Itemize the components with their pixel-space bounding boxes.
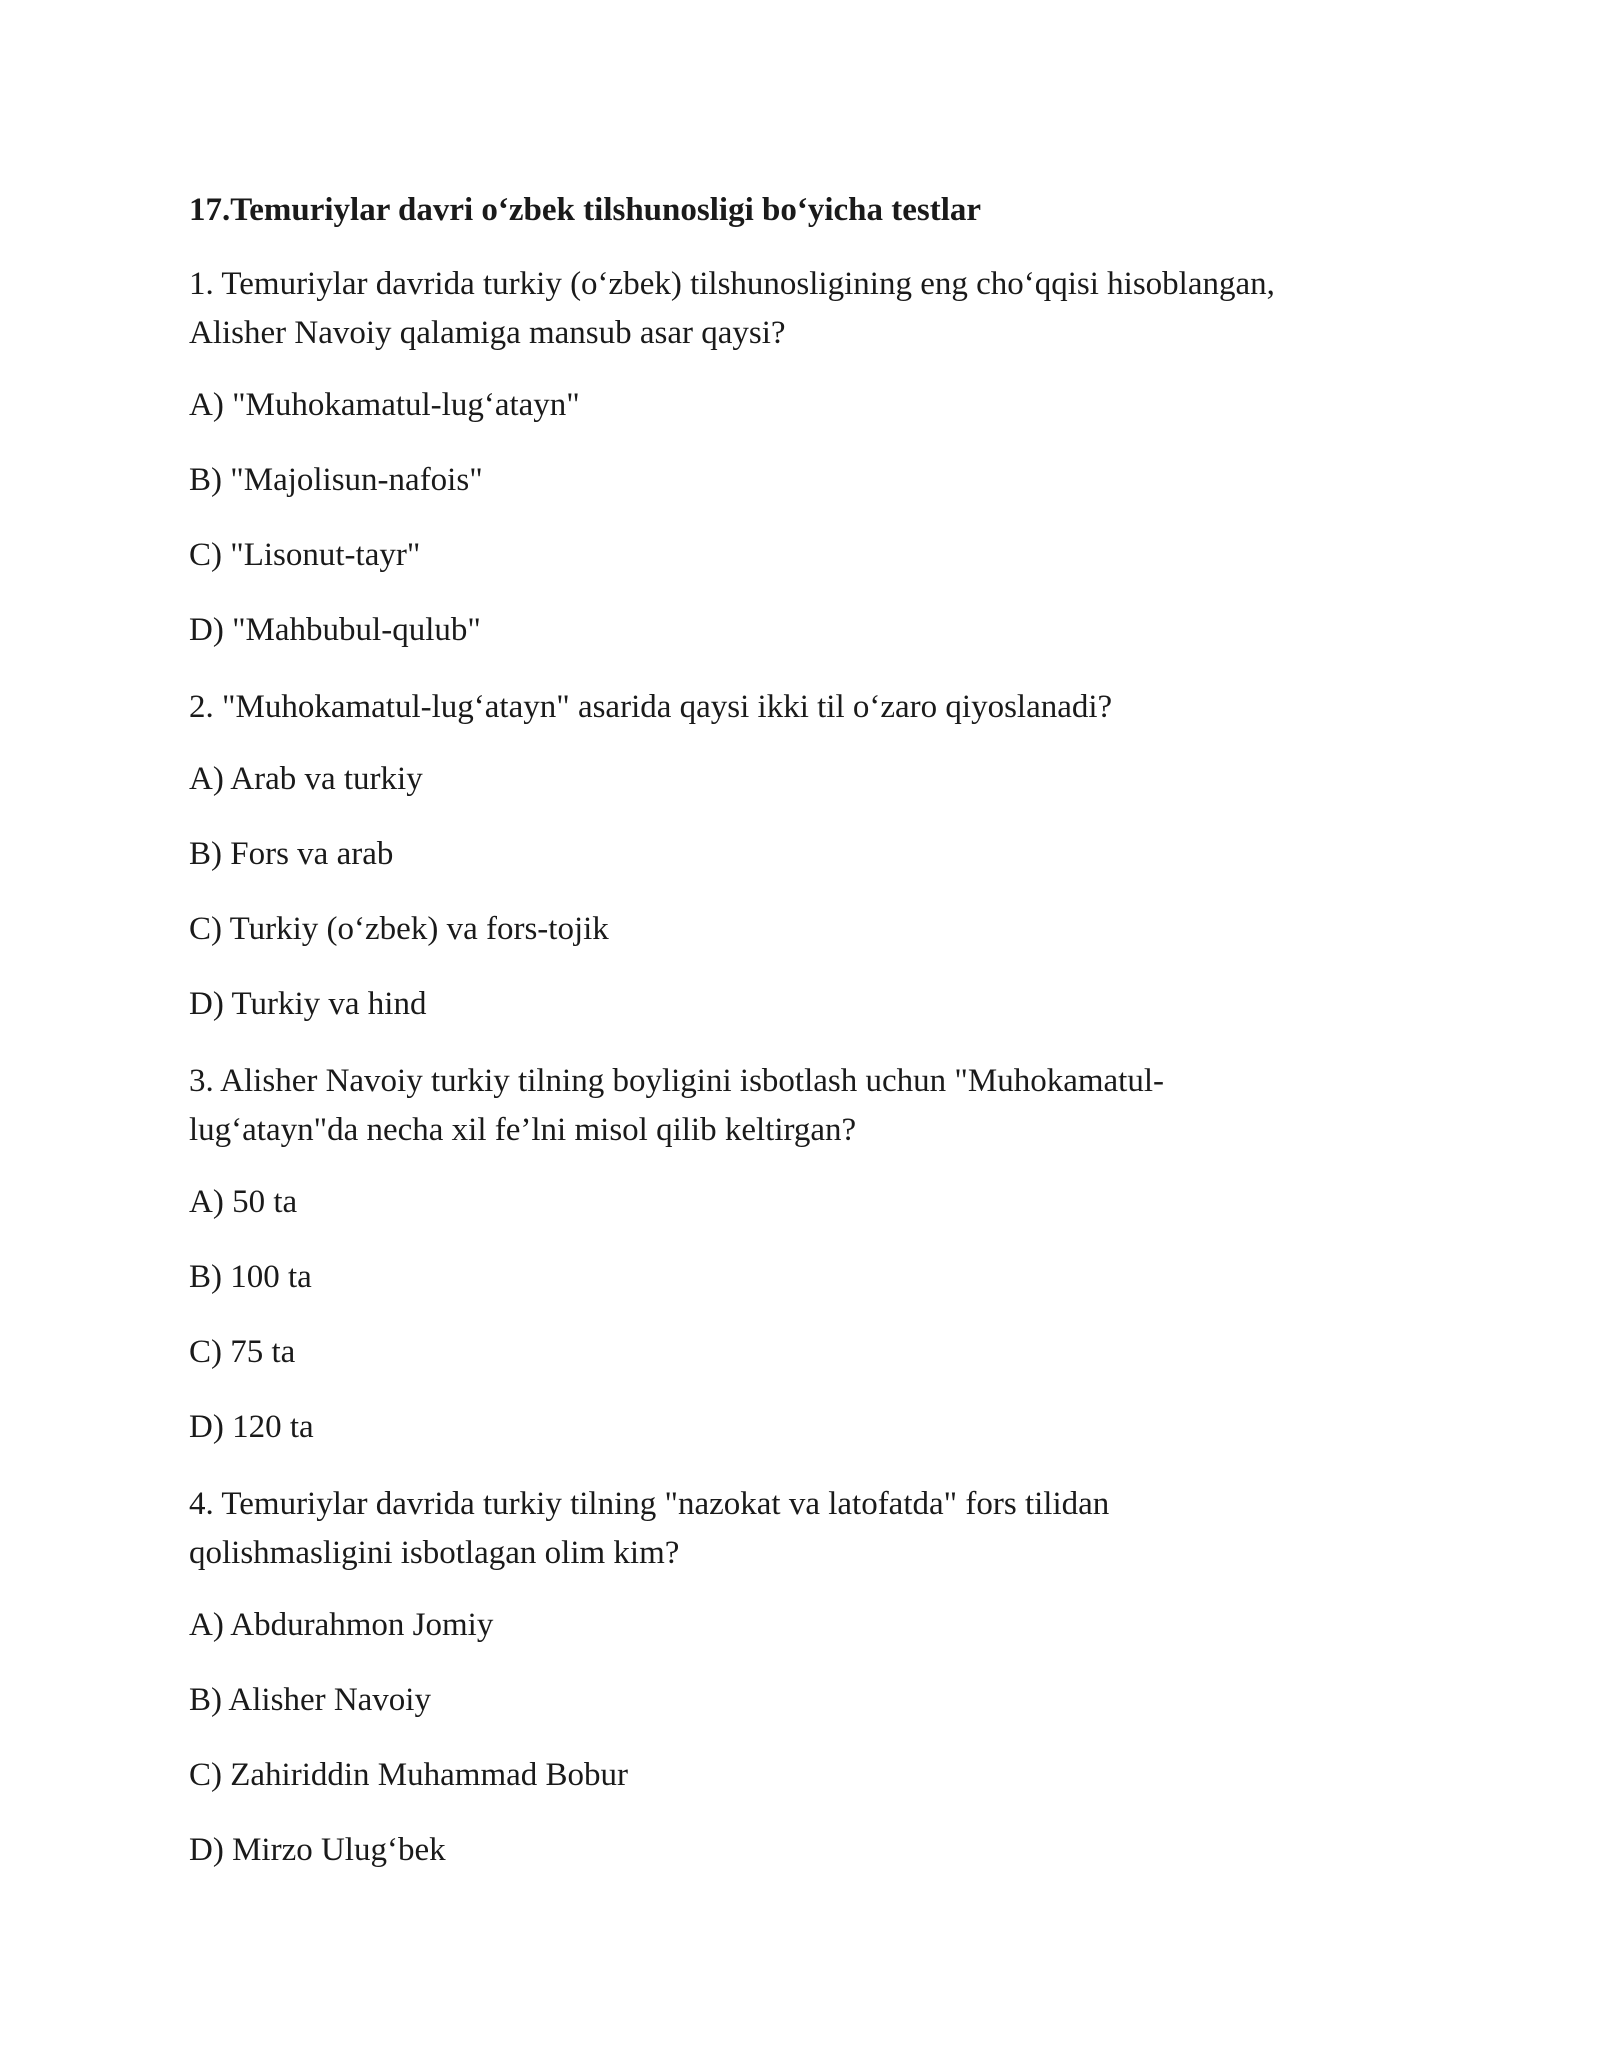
answer-option: C) Turkiy (o‘zbek) va fors-tojik	[189, 911, 609, 947]
question-block	[189, 683, 1439, 1026]
question-block	[189, 260, 1439, 652]
question-block	[189, 1480, 1439, 1872]
answer-option: D) Mirzo Ulug‘bek	[189, 1832, 446, 1868]
question-line: 3. Alisher Navoiy turkiy tilning boyligini isbotlash uchun "Muhokamatul-	[189, 1063, 1164, 1099]
answer-option: B) 100 ta	[189, 1259, 312, 1295]
answer-option: B) Fors va arab	[189, 836, 394, 872]
question-line: 2. "Muhokamatul-lug‘atayn" asarida qaysi ikki til o‘zaro qiyoslanadi?	[189, 689, 1113, 725]
answer-option: C) "Lisonut-tayr"	[189, 537, 421, 573]
question-line: 1. Temuriylar davrida turkiy (o‘zbek) tilshunosligining eng cho‘qqisi hisoblangan,	[189, 266, 1275, 302]
question-text	[189, 683, 1439, 732]
question-text	[189, 260, 1439, 358]
answer-option: D) "Mahbubul-qulub"	[189, 612, 481, 648]
question-line: lug‘atayn"da necha xil fe’lni misol qilib keltirgan?	[189, 1112, 857, 1148]
question-block	[189, 1057, 1439, 1449]
answer-option: A) Arab va turkiy	[189, 761, 423, 797]
question-text	[189, 1480, 1439, 1578]
answer-option: C) 75 ta	[189, 1334, 296, 1370]
answer-option: A) 50 ta	[189, 1184, 298, 1220]
answer-option: A) "Muhokamatul-lug‘atayn"	[189, 387, 580, 423]
answer-option: D) 120 ta	[189, 1409, 314, 1445]
question-text	[189, 1057, 1439, 1155]
question-line: qolishmasligini isbotlagan olim kim?	[189, 1535, 680, 1571]
answer-option: D) Turkiy va hind	[189, 986, 427, 1022]
answer-option: B) "Majolisun-nafois"	[189, 462, 483, 498]
question-line: 4. Temuriylar davrida turkiy tilning "nazokat va latofatda" fors tilidan	[189, 1486, 1110, 1522]
document-body	[189, 188, 1439, 1903]
answer-option: C) Zahiriddin Muhammad Bobur	[189, 1757, 629, 1793]
answer-option: A) Abdurahmon Jomiy	[189, 1607, 494, 1643]
answer-option: B) Alisher Navoiy	[189, 1682, 431, 1718]
question-line: Alisher Navoiy qalamiga mansub asar qaysi?	[189, 315, 786, 351]
document-title: 17.Temuriylar davri o‘zbek tilshunosligi bo‘yicha testlar	[189, 192, 982, 228]
